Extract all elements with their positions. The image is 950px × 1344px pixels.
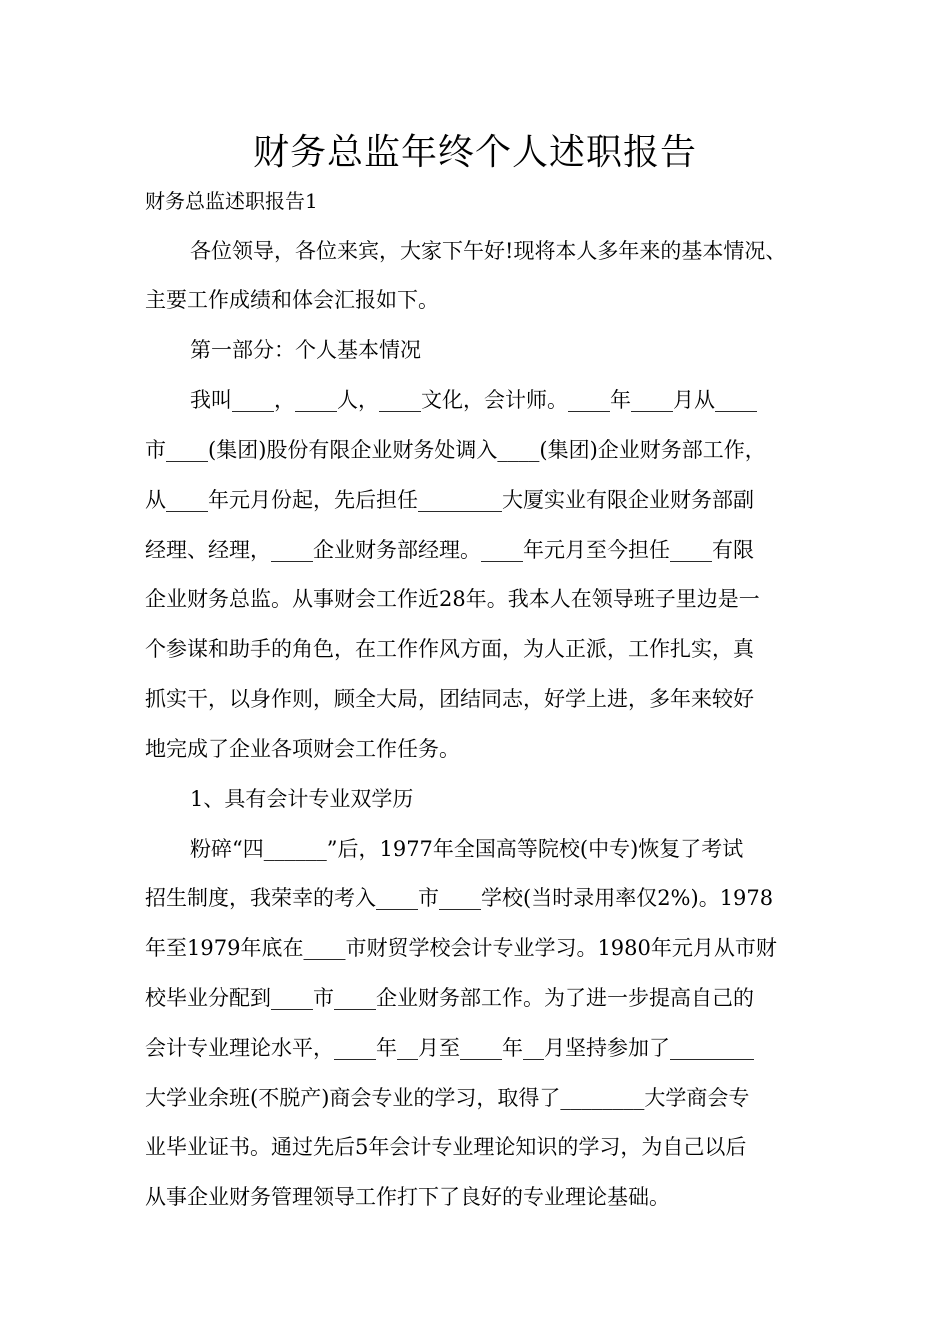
text-line-4: 市____(集团)股份有限企业财务处调入____(集团)企业财务部工作， [145,438,766,462]
text-line-5: 从____年元月份起，先后担任________大厦实业有限企业财务部副 [145,488,754,512]
text-line-14: 校毕业分配到____市____企业财务部工作。为了进一步提高自己的 [145,986,754,1010]
text-line-6: 经理、经理，____企业财务部经理。____年元月至今担任____有限 [145,538,754,562]
text-line-7: 企业财务总监。从事财会工作近28年。我本人在领导班子里边是一 [145,587,760,611]
section-heading-2: 1、具有会计专业双学历 [190,787,414,811]
text-line-13: 年至1979年底在____市财贸学校会计专业学习。1980年元月从市财 [145,936,777,960]
text-line-17: 业毕业证书。通过先后5年会计专业理论知识的学习，为自己以后 [145,1135,747,1159]
text-line-11: 粉碎“四______”后，1977年全国高等院校(中专)恢复了考试 [190,837,744,861]
text-line-10: 地完成了企业各项财会工作任务。 [145,737,460,761]
text-line-9: 抓实干，以身作则，顾全大局，团结同志，好学上进，多年来较好 [145,687,754,711]
text-line-1: 各位领导，各位来宾，大家下午好!现将本人多年来的基本情况、 [190,239,787,263]
text-line-8: 个参谋和助手的角色，在工作作风方面，为人正派，工作扎实，真 [145,637,754,661]
text-line-16: 大学业余班(不脱产)商会专业的学习，取得了________大学商会专 [145,1086,750,1110]
document-title: 财务总监年终个人述职报告 [252,132,697,173]
section-heading-1: 第一部分：个人基本情况 [190,338,421,362]
text-line-18: 从事企业财务管理领导工作打下了良好的专业理论基础。 [145,1185,670,1209]
text-line-15: 会计专业理论水平，____年__月至____年__月坚持参加了________ [145,1036,754,1060]
text-line-2: 主要工作成绩和体会汇报如下。 [145,288,439,312]
text-line-3: 我叫____，____人，____文化，会计师。____年____月从____ [190,388,757,412]
document-subtitle: 财务总监述职报告1 [145,189,318,213]
text-line-12: 招生制度，我荣幸的考入____市____学校(当时录用率仅2%)。1978 [145,886,774,910]
